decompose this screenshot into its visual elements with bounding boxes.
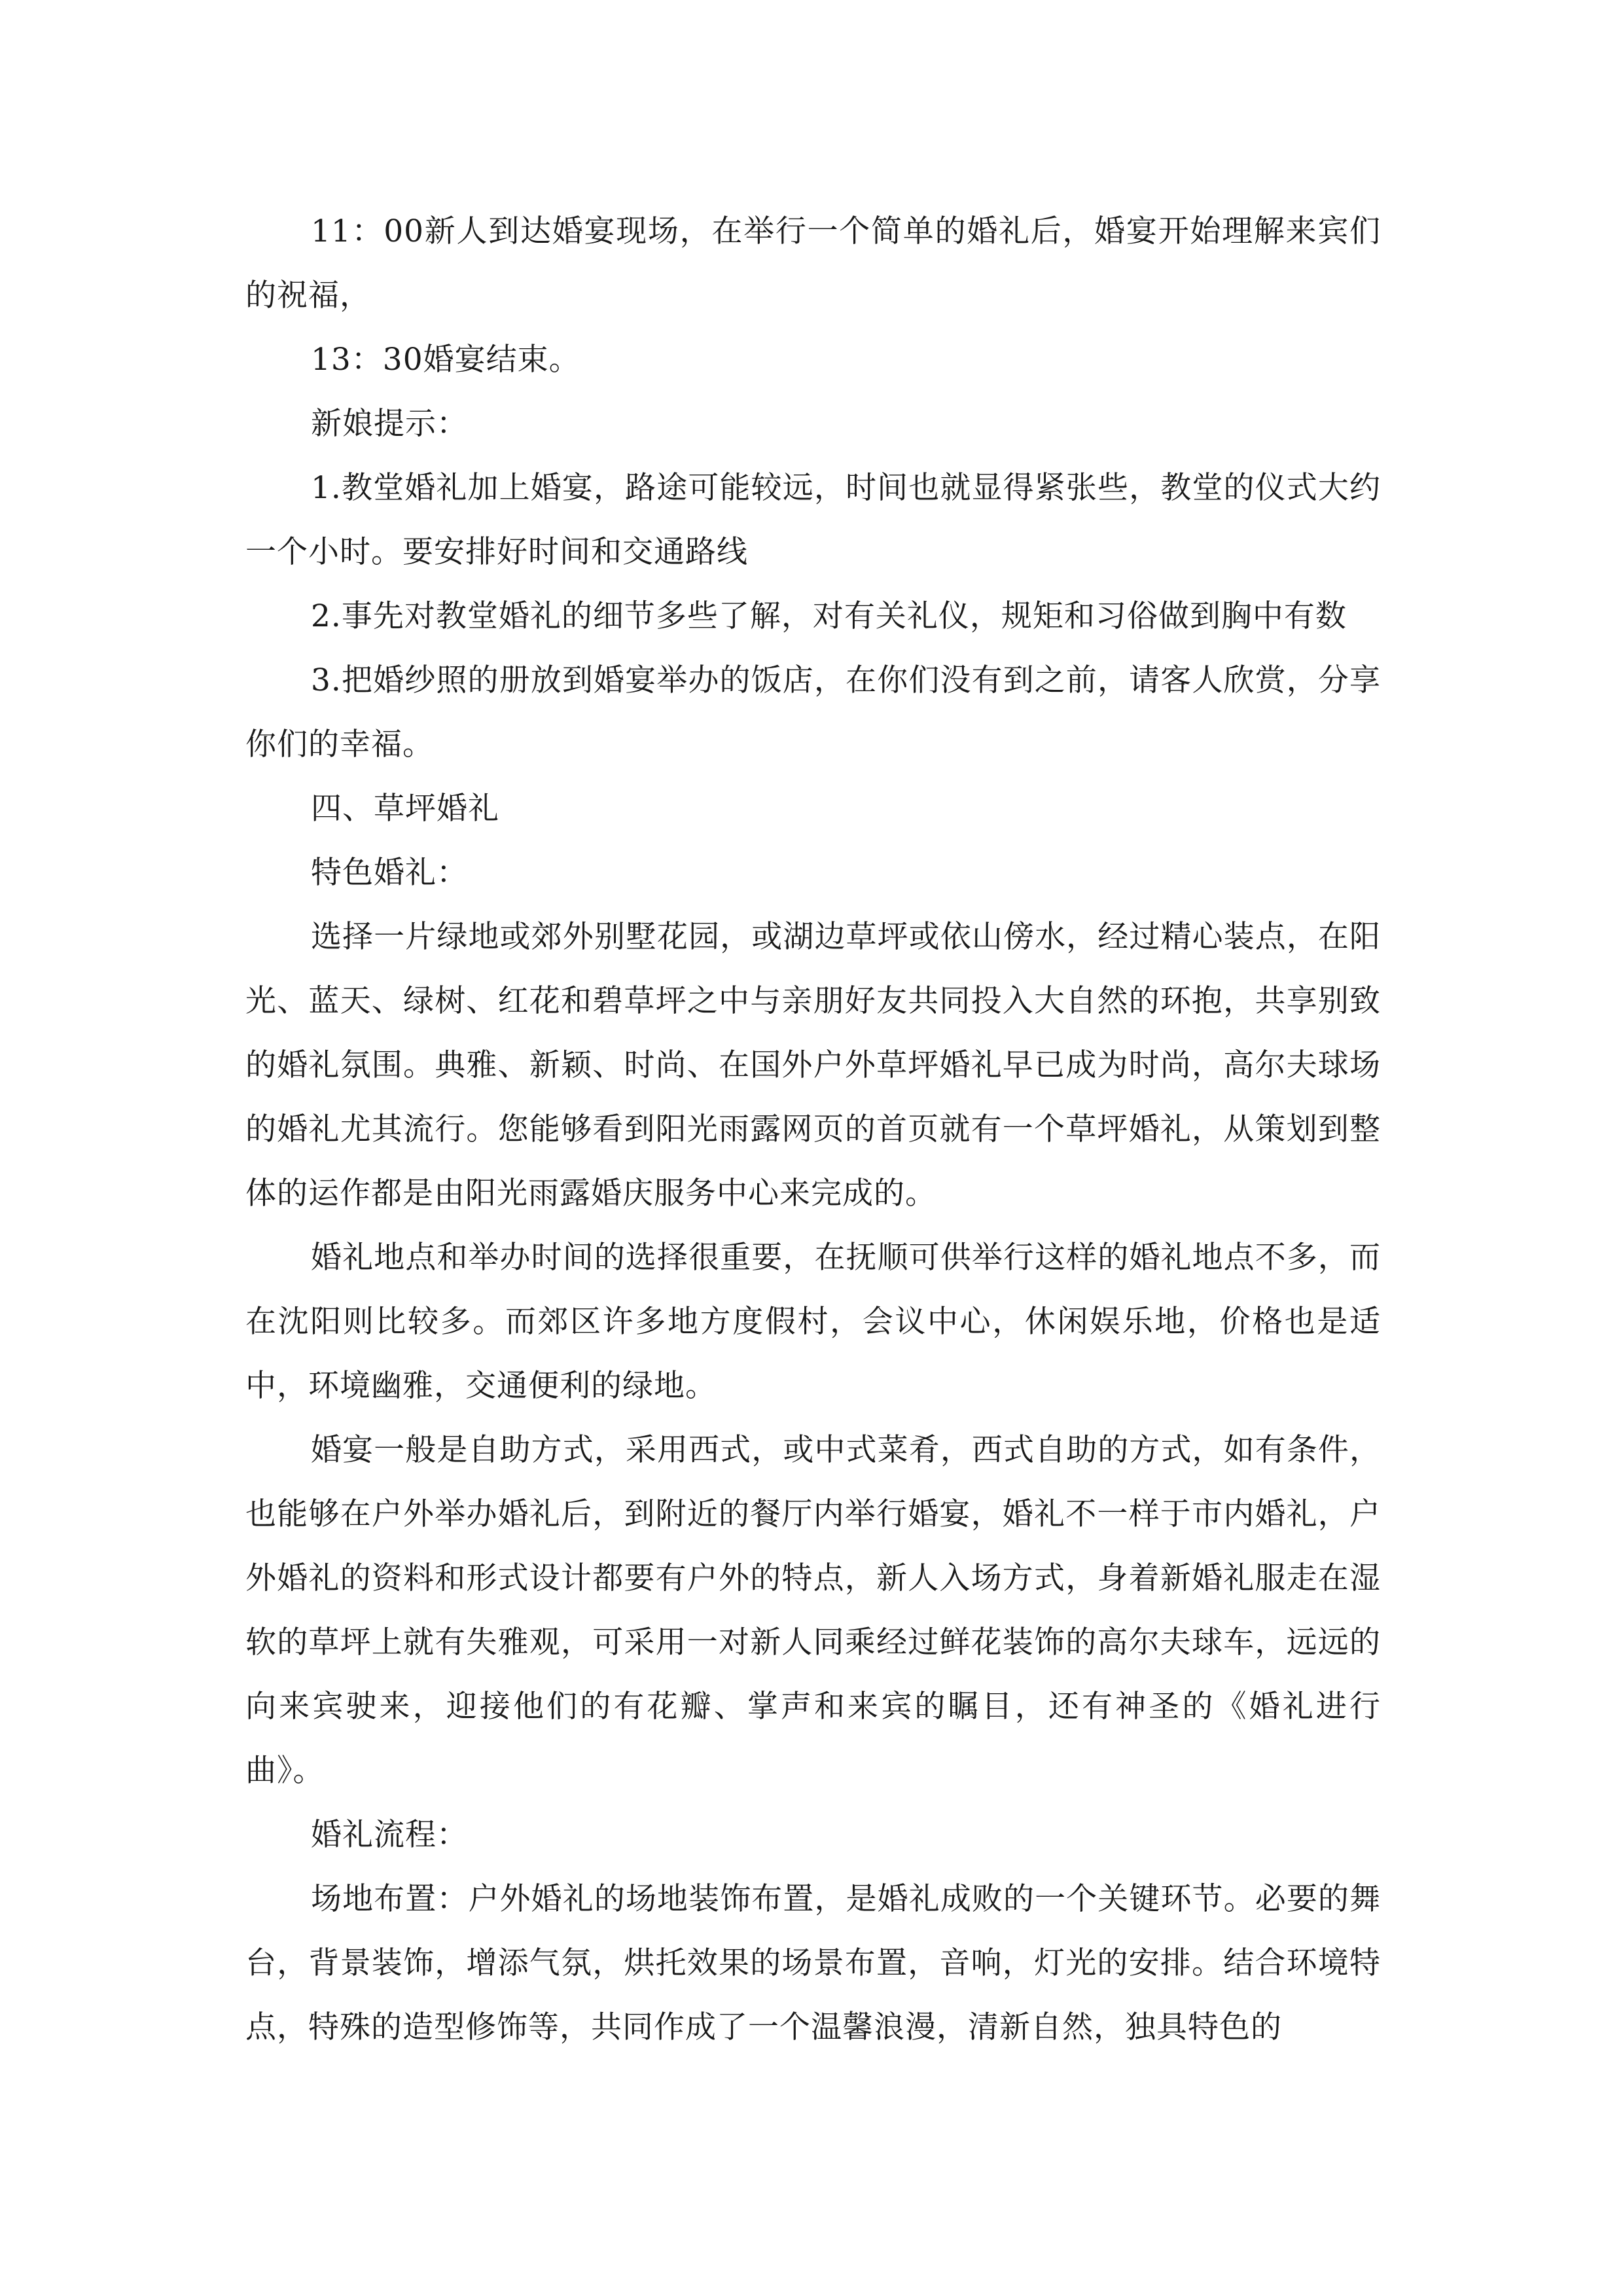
paragraph-banquet: 婚宴一般是自助方式，采用西式，或中式菜肴，西式自助的方式，如有条件，也能够在户外举办婚礼后，到附近的餐厅内举行婚宴，婚礼不一样于市内婚礼，户外婚礼的资料和形式设计都要有户外的特点，新人入场方式，身着新婚礼服走在湿软的草坪上就有失雅观，可采用一对新人同乘经过鲜花装饰的高尔夫球车，远远的向来宾驶来，迎接他们的有花瓣、掌声和来宾的瞩目，还有神圣的《婚礼进行曲》。 [245,1432,1381,1789]
section-heading-lawn-wedding: 四、草坪婚礼 [311,791,499,827]
paragraph-bride-tips-heading: 新娘提示： [311,406,468,442]
paragraph-schedule-1100: 11：00新人到达婚宴现场，在举行一个简单的婚礼后，婚宴开始理解来宾们的祝福， [245,213,1381,314]
paragraph-venue-selection: 婚礼地点和举办时间的选择很重要，在抚顺可供举行这样的婚礼地点不多，而在沈阳则比较多。而郊区许多地方度假村，会议中心，休闲娱乐地，价格也是适中，环境幽雅，交通便利的绿地。 [245,1240,1381,1404]
paragraph-feature-description: 选择一片绿地或郊外别墅花园，或湖边草坪或依山傍水，经过精心装点，在阳光、蓝天、绿树、红花和碧草坪之中与亲朋好友共同投入大自然的环抱，共享别致的婚礼氛围。典雅、新颖、时尚、在国外户外草坪婚礼早已成为时尚，高尔夫球场的婚礼尤其流行。您能够看到阳光雨露网页的首页就有一个草坪婚礼，从策划到整体的运作都是由阳光雨露婚庆服务中心来完成的。 [245,919,1381,1211]
paragraph-process-heading: 婚礼流程： [311,1817,468,1853]
paragraph-tip-2: 2.事先对教堂婚礼的细节多些了解，对有关礼仪，规矩和习俗做到胸中有数 [311,598,1347,634]
paragraph-venue-layout: 场地布置：户外婚礼的场地装饰布置，是婚礼成败的一个关键环节。必要的舞台，背景装饰，增添气氛，烘托效果的场景布置，音响，灯光的安排。结合环境特点，特殊的造型修饰等，共同作成了一个温馨浪漫，清新自然，独具特色的 [245,1881,1381,2045]
paragraph-tip-1: 1.教堂婚礼加上婚宴，路途可能较远，时间也就显得紧张些，教堂的仪式大约一个小时。要安排好时间和交通路线 [245,470,1381,570]
paragraph-schedule-1330: 13：30婚宴结束。 [311,342,580,378]
paragraph-tip-3: 3.把婚纱照的册放到婚宴举办的饭店，在你们没有到之前，请客人欣赏，分享你们的幸福。 [245,662,1381,762]
paragraph-feature-heading: 特色婚礼： [311,855,468,891]
document-body [245,200,1381,2060]
